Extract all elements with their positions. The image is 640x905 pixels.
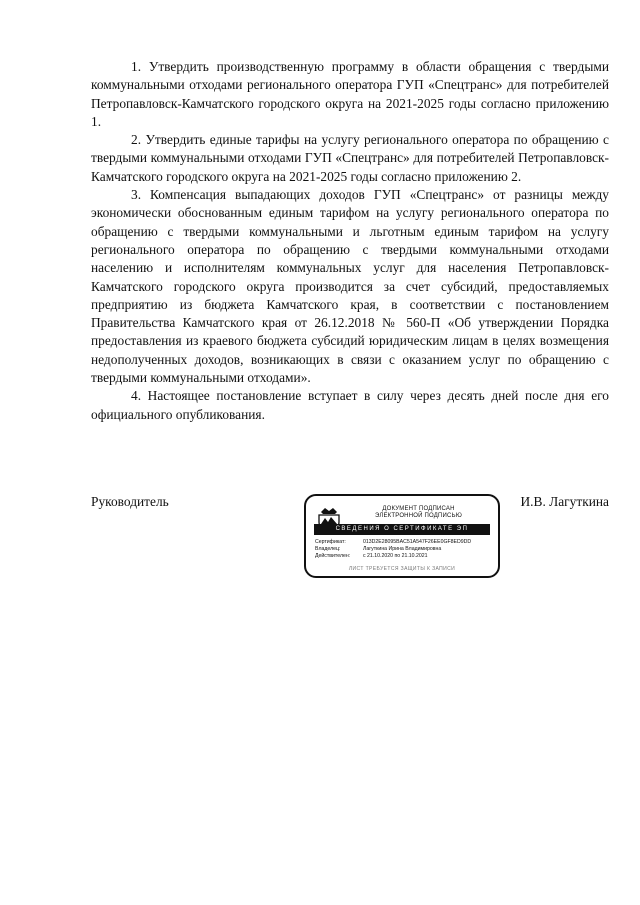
stamp-details <box>315 539 491 560</box>
stamp-value: Лагуткина Ирина Владимировна <box>363 546 442 552</box>
signer-name: И.В. Лагуткина <box>520 494 609 509</box>
paragraph-4: 4. Настоящее постановление вступает в силу через десять дней после дня его официального опубликования. <box>91 388 609 422</box>
electronic-signature-stamp <box>304 494 500 578</box>
paragraph-3: 3. Компенсация выпадающих доходов ГУП «Спецтранс» от разницы между экономически обоснованным единым тарифом на услугу регионального оператора по обращению с твердыми коммунальными и льготным единым тарифом на услугу регионального оператора по обращению с твердыми коммунальными отходами населению и исполнителям коммунальных услуг для населения Петропавловск-Камчатского городского округа производится за счет субсидий, предоставляемых предприятию из бюджета Камчатского края, в соответствии с постановлением Правительства Камчатского края от 26.12.2018 № 560-П «Об утверждении Порядка предоставления из краевого бюджета субсидий юридическим лицам в целях возмещения недополученных доходов, возникающих в связи с оказанием услуг по обращению с твердыми коммунальными отходами». <box>91 187 609 386</box>
document-body <box>91 58 609 424</box>
stamp-footer: ЛИСТ ТРЕБУЕТСЯ ЗАЩИТЫ К ЗАПИСИ <box>348 566 456 572</box>
paragraph-2: 2. Утвердить единые тарифы на услугу регионального оператора по обращению с твердыми коммунальными отходами ГУП «Спецтранс» для потребителей Петропавловск-Камчатского городского округа на 2021-2025 годы согласно приложению 2. <box>91 132 609 184</box>
stamp-heading-2: ЭЛЕКТРОННОЙ ПОДПИСЬЮ <box>375 513 462 519</box>
stamp-heading-1: ДОКУМЕНТ ПОДПИСАН <box>382 506 455 512</box>
stamp-label: Владелец: <box>315 546 341 552</box>
signer-position: Руководитель <box>91 494 169 509</box>
stamp-row-certificate <box>315 539 491 546</box>
stamp-value: с 21.10.2020 по 21.10.2021 <box>363 553 428 559</box>
stamp-certificate-bar: СВЕДЕНИЯ О СЕРТИФИКАТЕ ЭП <box>314 524 490 535</box>
paragraph-1: 1. Утвердить производственную программу в области обращения с твердыми коммунальными отходами регионального оператора ГУП «Спецтранс» для потребителей Петропавловск-Камчатского городского округа на 2021-2025 годы согласно приложению 1. <box>91 59 609 129</box>
stamp-value: 013D2E28095BAC51A547F26EE0GF8ED9DD <box>363 539 472 545</box>
signature-block <box>91 494 609 584</box>
stamp-label: Действителен: <box>315 553 351 559</box>
stamp-row-validity <box>315 553 491 560</box>
stamp-label: Сертификат: <box>315 539 346 545</box>
stamp-row-owner <box>315 546 491 553</box>
